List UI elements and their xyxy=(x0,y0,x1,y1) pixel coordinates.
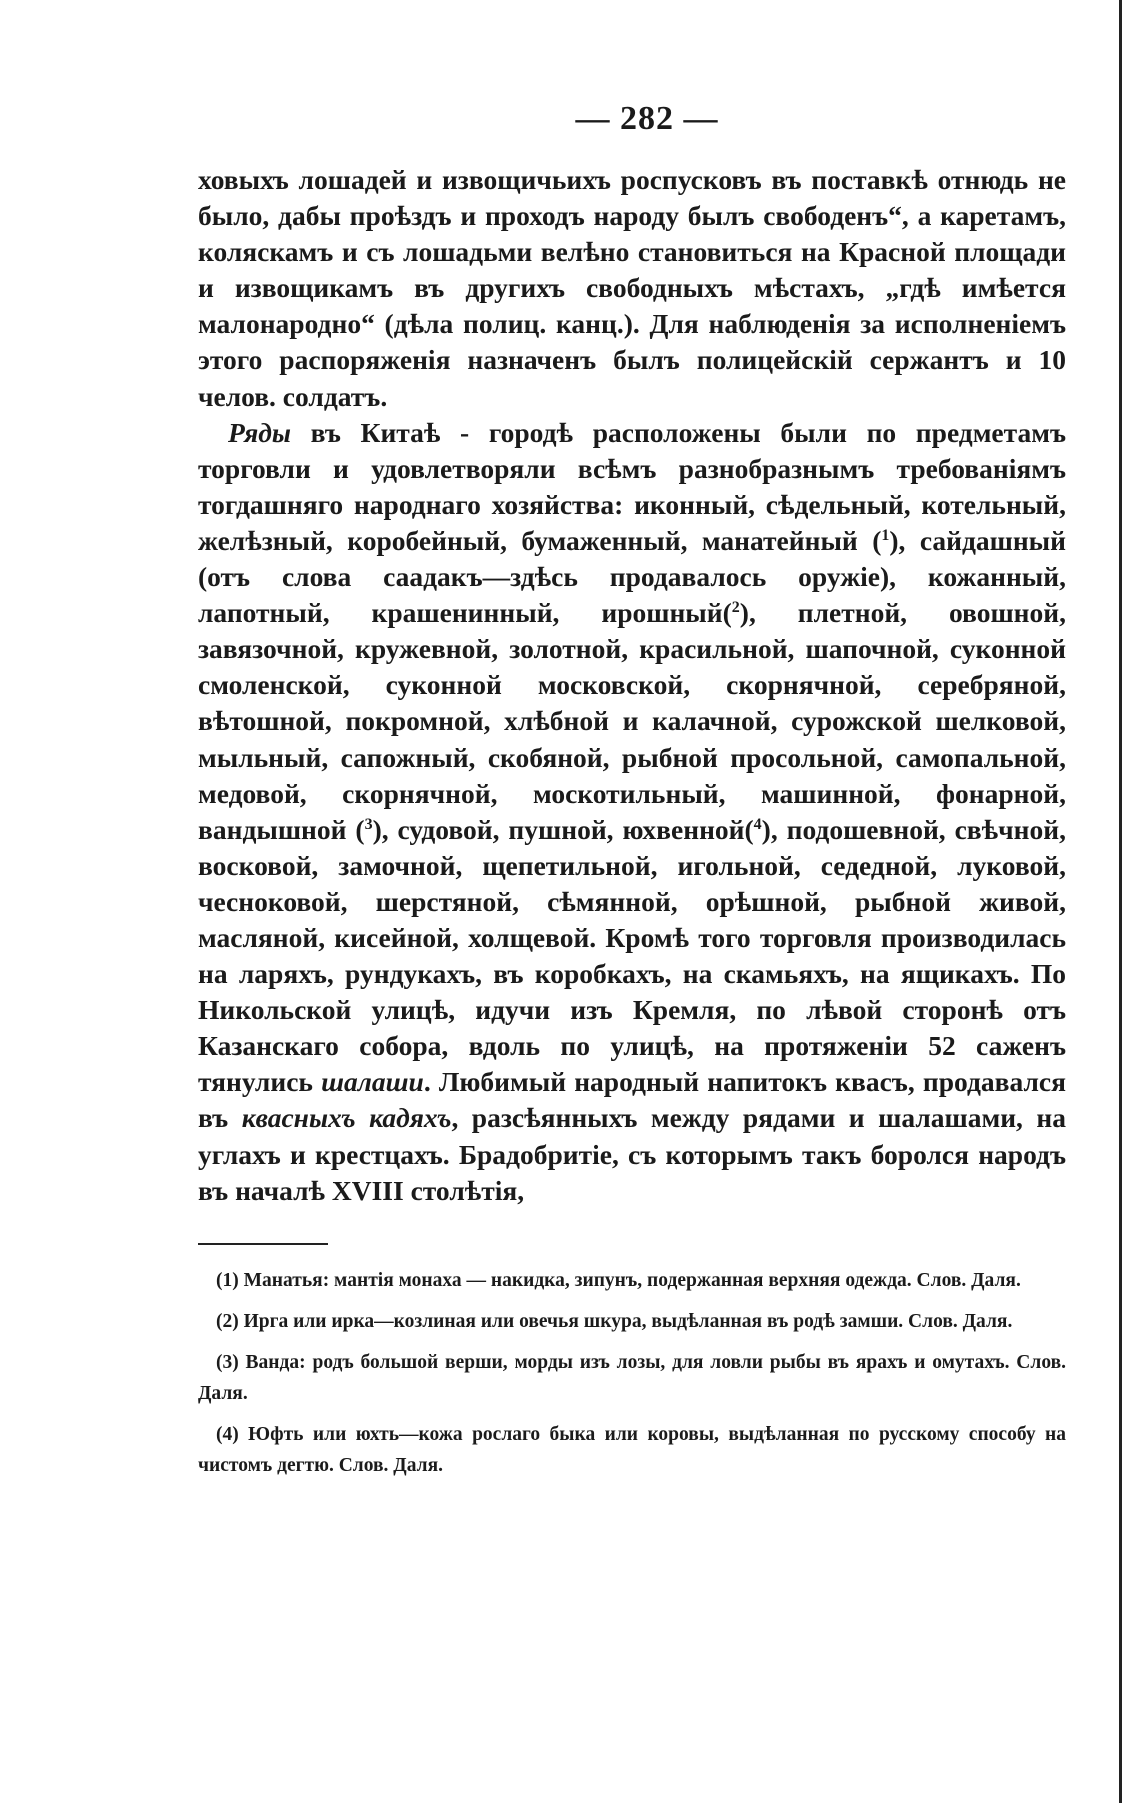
paragraph-1 xyxy=(198,162,1066,415)
footnote-ref: 3 xyxy=(364,815,373,833)
italic-term: шалаши xyxy=(321,1066,424,1098)
footnote-4: (4) Юфть или юхть—кожа рослаго быка или коровы, выдѣланная по русскому способу на чистомъ дегтю. Слов. Даля. xyxy=(198,1423,1066,1476)
footnote-2: (2) Ирга или ирка—козлиная или овечья шкура, выдѣланная въ родѣ замши. Слов. Даля. xyxy=(216,1310,1013,1332)
footnote-ref: 4 xyxy=(753,815,762,833)
paragraph-2 xyxy=(198,415,1066,1209)
text-run: ), сайдашный (отъ слова саадакъ—здѣсь продавалось оружіе), кожанный, лапотный, крашенинный, ирошный( xyxy=(198,524,1066,629)
footnote-divider xyxy=(198,1243,328,1245)
text-run: ), подошевной, свѣчной, восковой, замочной, щепетильной, игольной, седедной, луковой, чесноковой, шерстяной, сѣмянной, орѣшной, рыбной живой, масляной, кисейной, холщевой. Кромѣ того торговля производилась на ларяхъ, рундукахъ, въ коробкахъ, на скамьяхъ, на ящикахъ. По Никольской улицѣ, идучи изъ Кремля, по лѣвой сторонѣ отъ Казанскаго собора, вдоль по улицѣ, на протяженіи 52 саженъ тянулись xyxy=(198,813,1066,1098)
text-run: ), плетной, овошной, завязочной, кружевной, золотной, красильной, шапочной, суконной смоленской, суконной московской, скорнячной, серебряной, вѣтошной, покромной, хлѣбной и калачной, сурожской шелковой, мыльный, сапожный, скобяной, рыбной просольной, самопальной, медовой, скорнячной, москотильный, машинной, фонарной, вандышной ( xyxy=(198,597,1066,845)
footnote-ref: 2 xyxy=(731,598,740,616)
italic-term: Ряды xyxy=(228,416,292,448)
footnote-3: (3) Ванда: родъ большой верши, морды изъ лозы, для ловли рыбы въ ярахъ и омутахъ. Слов. Даля. xyxy=(198,1351,1066,1404)
page-number: — 282 — xyxy=(575,100,719,137)
text-run: ховыхъ лошадей и извощичьихъ роспусковъ въ поставкѣ отнюдь не было, дабы проѣздъ и проходъ народу былъ свободенъ“, а каретамъ, коляскамъ и съ лошадьми велѣно становиться на Красной площади и извощикамъ въ другихъ свободныхъ мѣстахъ, „гдѣ имѣется малонародно“ (дѣла полиц. канц.). Для наблюденія за исполненіемъ этого распоряженія назначенъ былъ полицейскій сержантъ и 10 челов. солдатъ. xyxy=(198,164,1066,412)
page-edge-line xyxy=(1119,0,1122,1803)
italic-term: квасныхъ кадяхъ xyxy=(241,1102,452,1134)
text-run: , разсѣянныхъ между рядами и шалашами, на углахъ и крестцахъ. Брадобритіе, съ которымъ такъ боролся народъ въ началѣ XVIII столѣтія, xyxy=(198,1102,1066,1206)
text-run: ), судовой, пушной, юхвенной( xyxy=(372,813,754,845)
footnote-ref: 1 xyxy=(881,526,890,544)
text-run: . Любимый народный напитокъ квасъ, продавался въ xyxy=(198,1066,1066,1134)
footnote-1: (1) Манатья: мантія монаха — накидка, зипунъ, подержанная верхняя одежда. Слов. Даля. xyxy=(216,1269,1021,1291)
document-page xyxy=(198,100,1066,1491)
body-text-block xyxy=(198,162,1066,1209)
footnotes-block xyxy=(198,1265,1066,1481)
text-run: въ Китаѣ - городѣ расположены были по предметамъ торговли и удовлетворяли всѣмъ разнобразнымъ требованіямъ тогдашняго народнаго хозяйства: иконный, сѣдельный, котельный, желѣзный, коробейный, бумаженный, манатейный ( xyxy=(198,416,1066,556)
